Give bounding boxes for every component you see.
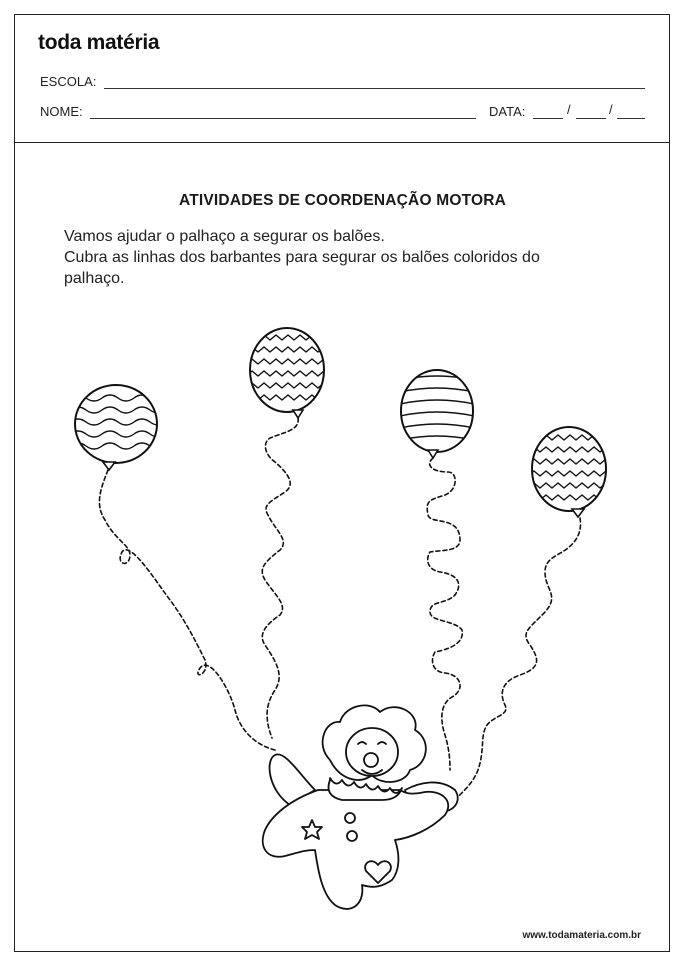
school-label: ESCOLA: bbox=[40, 74, 97, 89]
date-separator-2: / bbox=[609, 102, 613, 117]
activity-title: ATIVIDADES DE COORDENAÇÃO MOTORA bbox=[178, 192, 507, 209]
string-trace-2 bbox=[262, 418, 298, 738]
instruction-line-1: Vamos ajudar o palhaço a segurar os balões. bbox=[64, 228, 385, 245]
instruction-line-3: palhaço. bbox=[64, 270, 125, 287]
balloon-wavy-left bbox=[70, 385, 166, 470]
balloon-striped-center-right bbox=[400, 370, 474, 458]
footer-url[interactable]: www.todamateria.com.br bbox=[522, 930, 641, 941]
string-trace-3 bbox=[427, 458, 462, 770]
balloon-zigzag-right bbox=[528, 427, 612, 517]
brand-logo: toda matéria bbox=[38, 31, 160, 54]
balloon-zigzag-center-left bbox=[246, 328, 330, 418]
clown-figure bbox=[263, 705, 458, 909]
name-label: NOME: bbox=[40, 104, 83, 119]
instruction-line-2: Cubra as linhas dos barbantes para segurar os balões coloridos do bbox=[64, 249, 540, 266]
date-label: DATA: bbox=[489, 104, 526, 119]
string-trace-4 bbox=[455, 518, 581, 800]
date-separator-1: / bbox=[567, 102, 571, 117]
string-trace-1 bbox=[99, 470, 275, 750]
